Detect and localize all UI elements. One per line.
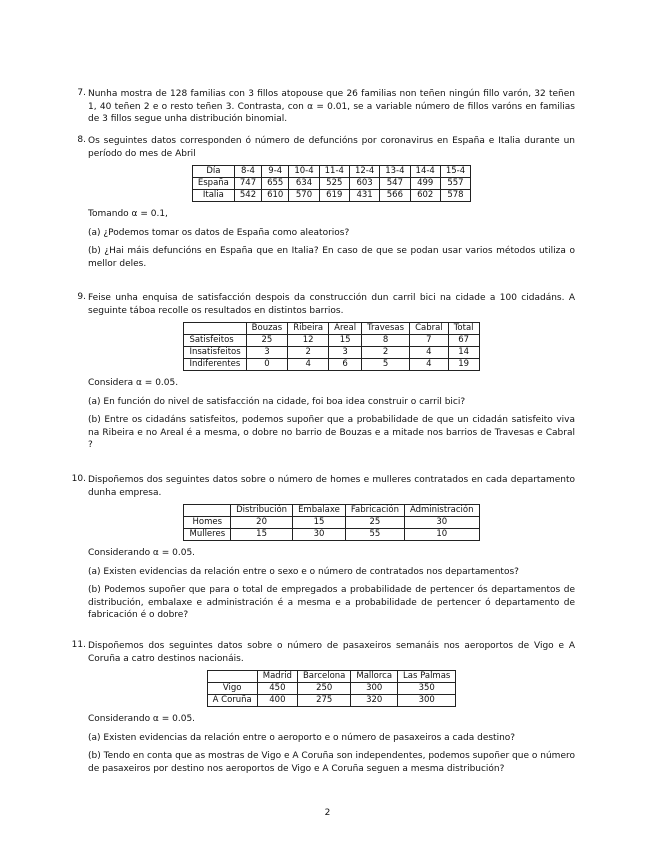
table-cell: 300 [398,695,456,707]
table-cell: Mulleres [184,529,231,541]
problem-statement: Os seguintes datos corresponden ó número de defuncións por coronavirus en España e Italia durante un período do mes de Abril [88,136,575,159]
table-cell: 570 [289,190,319,202]
deaths-table [192,165,471,202]
problem-question: (a) Existen evidencias da relación entre o aeroporto e o número de pasaxeiros a cada destino? [88,732,516,743]
table-cell: 655 [262,178,289,190]
table-header-cell: 14-4 [410,166,440,178]
table-cell: 542 [234,190,261,202]
employees-table [183,504,479,541]
table-cell: 0 [246,359,288,371]
table-row [184,335,479,347]
table-cell: 3 [246,347,288,359]
table-cell: 25 [246,335,288,347]
table-cell: 2 [362,347,410,359]
table-cell: 634 [289,178,319,190]
problem-11 [70,640,575,775]
table-header-row [192,166,470,178]
table-header-cell: Distribución [231,505,293,517]
table-cell: 557 [440,178,470,190]
table-cell: 19 [448,359,479,371]
table-header-row [184,505,479,517]
table-cell: 300 [351,683,398,695]
table-row [192,190,470,202]
table-cell: 14 [448,347,479,359]
table-cell: 610 [262,190,289,202]
table-cell: 350 [398,683,456,695]
table-header-cell [184,323,246,335]
table-cell: 320 [351,695,398,707]
table-header-cell: Total [448,323,479,335]
table-row [184,347,479,359]
table-cell: 15 [329,335,362,347]
table-header-cell: Cabral [410,323,449,335]
problem-question: (a) ¿Podemos tomar os datos de España como aleatorios? [88,227,350,238]
table-cell: 2 [288,347,329,359]
table-header-cell: Las Palmas [398,671,456,683]
table-cell: 250 [297,683,350,695]
table-row [184,359,479,371]
table-cell: 55 [345,529,404,541]
problem-number: 7. [77,88,86,98]
problem-statement: Nunha mostra de 128 familias con 3 fillos atopouse que 26 familias non teñen ningún fillo varón, 32 teñen 1, 40 teñen 2 e o resto teñen 3. Contrasta, con α = 0.01, se a variable número de fillos varóns en familias de 3 fillos segue unha distribución binomial. [88,89,575,124]
problem-text: Considerando α = 0.05. [88,714,196,724]
table-cell: 20 [231,517,293,529]
table-cell: 30 [404,517,479,529]
page-number: 2 [324,808,331,818]
table-row [207,683,456,695]
table-header-cell: Bouzas [246,323,288,335]
table-cell: 4 [288,359,329,371]
table-cell: 4 [410,359,449,371]
problem-question: (a) En función do nivel de satisfacción na cidade, foi boa idea construir o carril bici? [88,396,466,407]
table-row [184,517,479,529]
table-cell: 602 [410,190,440,202]
table-cell: 10 [404,529,479,541]
table-header-cell: 11-4 [319,166,349,178]
table-header-cell: 15-4 [440,166,470,178]
table-cell: 5 [362,359,410,371]
table-cell: 8 [362,335,410,347]
table-cell: 15 [231,529,293,541]
table-cell: 4 [410,347,449,359]
table-header-cell: 8-4 [234,166,261,178]
table-cell: Italia [192,190,234,202]
table-header-cell: Embalaxe [293,505,346,517]
table-row [192,178,470,190]
problem-question: (a) Existen evidencias da relación entre o sexo e o número de contratados nos departamentos? [88,566,519,577]
table-header-cell: Travesas [362,323,410,335]
table-header-cell: Barcelona [297,671,350,683]
table-cell: 619 [319,190,349,202]
table-cell: 547 [380,178,410,190]
table-cell: 525 [319,178,349,190]
table-row [207,695,456,707]
table-cell: 603 [349,178,379,190]
table-header-cell: 9-4 [262,166,289,178]
problem-10 [70,474,575,622]
table-cell: Satisfeitos [184,335,246,347]
table-header-cell [207,671,257,683]
table-cell: 431 [349,190,379,202]
problem-number: 9. [77,292,86,302]
table-header-cell [184,505,231,517]
table-header-row [184,323,479,335]
table-header-cell: 10-4 [289,166,319,178]
problem-7 [70,88,575,126]
table-cell: 67 [448,335,479,347]
table-cell: 30 [293,529,346,541]
table-header-cell: 12-4 [349,166,379,178]
table-header-row [207,671,456,683]
table-header-cell: Madrid [257,671,297,683]
table-cell: Insatisfeitos [184,347,246,359]
problem-text: Tomando α = 0.1, [88,209,168,219]
table-header-cell: Día [192,166,234,178]
problem-statement: Dispoñemos dos seguintes datos sobre o número de pasaxeiros semanáis nos aeroportos de Vigo e A Coruña a catro destinos nacionáis. [88,641,575,664]
problem-number: 8. [77,135,86,145]
table-cell: 7 [410,335,449,347]
problem-question: (b) Podemos supoñer que para o total de empregados a probabilidade de pertencer ós departamentos de distribución, embalaxe e administración é a mesma e a probabilidade de pertencer ó departamento de fabricación é o dobre? [88,585,575,620]
passengers-table [207,670,457,707]
table-cell: 3 [329,347,362,359]
table-row [184,529,479,541]
table-cell: 400 [257,695,297,707]
problem-number: 11. [71,640,86,650]
table-header-cell: 13-4 [380,166,410,178]
table-cell: Indiferentes [184,359,246,371]
table-cell: 15 [293,517,346,529]
table-header-cell: Areal [329,323,362,335]
table-cell: 12 [288,335,329,347]
table-cell: Homes [184,517,231,529]
table-cell: 578 [440,190,470,202]
table-header-cell: Fabricación [345,505,404,517]
problem-statement: Dispoñemos dos seguintes datos sobre o número de homes e mulleres contratados en cada departamento dunha empresa. [88,475,575,498]
table-cell: España [192,178,234,190]
problem-9 [70,292,575,452]
table-cell: 6 [329,359,362,371]
problem-question: (b) ¿Hai máis defuncións en España que en Italia? En caso de que se podan usar varios métodos utiliza o mellor deles. [88,246,575,269]
table-cell: Vigo [207,683,257,695]
table-header-cell: Administración [404,505,479,517]
table-header-cell: Mallorca [351,671,398,683]
table-cell: 747 [234,178,261,190]
table-cell: 450 [257,683,297,695]
problem-text: Considera α = 0.05. [88,378,179,388]
problem-question: (b) Entre os cidadáns satisfeitos, podemos supoñer que a probabilidade de que un cidadán satisfeito viva na Ribeira e no Areal é a mesma, o dobre no barrio de Bouzas e a mitade nos barrios de Travesas e Cabral ? [88,415,575,450]
table-cell: 275 [297,695,350,707]
table-cell: A Coruña [207,695,257,707]
problem-8 [70,135,575,270]
problem-statement: Feise unha enquisa de satisfacción despois da construcción dun carril bici na cidade a 100 cidadáns. A seguinte táboa recolle os resultados en distintos barrios. [88,293,575,316]
satisfaction-table [183,322,479,371]
table-cell: 25 [345,517,404,529]
table-cell: 566 [380,190,410,202]
table-header-cell: Ribeira [288,323,329,335]
table-cell: 499 [410,178,440,190]
problem-number: 10. [71,474,86,484]
problem-question: (b) Tendo en conta que as mostras de Vigo e A Coruña son independentes, podemos supoñer que o número de pasaxeiros por destino nos aeroportos de Vigo e A Coruña seguen a mesma distribución? [88,751,575,774]
problem-text: Considerando α = 0.05. [88,548,196,558]
